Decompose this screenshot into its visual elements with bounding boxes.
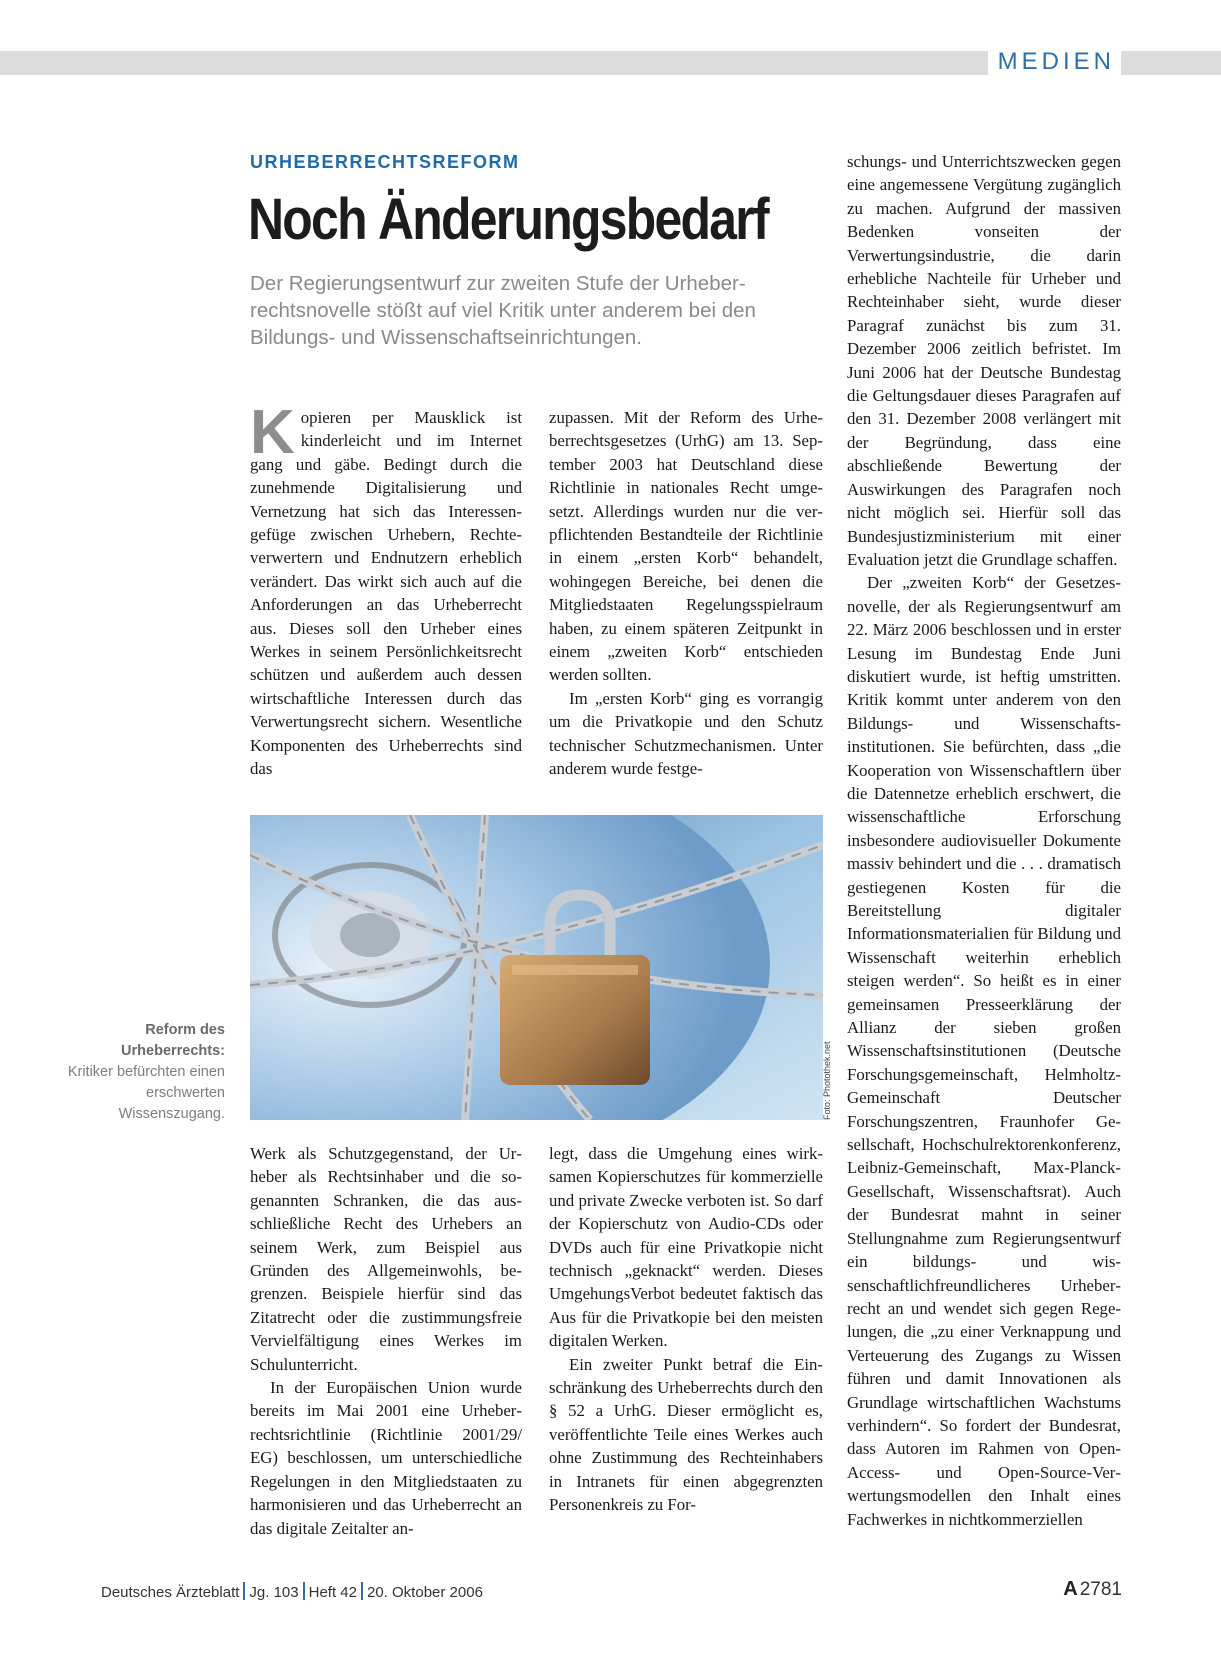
journal-footer	[101, 1582, 483, 1601]
footer-separator	[303, 1582, 305, 1600]
paragraph: legt, dass die Umgehung eines wirksamen Kopierschutzes für kommerzielle und private Zwecke verboten ist. So darf der Kopierschutz von Audio-CDs oder DVDs auch für eine Privatkopie nicht technisch „geknackt“ werden. Dieses UmgehungsVerbot bedeutet faktisch das Aus für die Privatkopie bei den meisten digitalen Werken.	[549, 1144, 823, 1351]
caption-title: Reform des Urheberrechts:	[121, 1022, 225, 1059]
journal-volume: Jg. 103	[249, 1584, 299, 1601]
paragraph: Werk als Schutzgegenstand, der Urheber als Rechtsinhaber und die sogenannten Schranken, die das ausschließliche Recht des Urhebers an seinem Werk, zum Beispiel aus Gründen des Allgemeinwohls, begrenzen. Beispiele hierfür sind das Zitatrecht oder die zustimmungsfreie Vervielfältigung eines Werkes im Schulunterricht.	[250, 1144, 522, 1374]
journal-date: 20. Oktober 2006	[367, 1584, 483, 1601]
column-1-top	[250, 398, 522, 781]
footer-separator	[361, 1582, 363, 1600]
paragraph: In der Europäischen Union wurde bereits im Mai 2001 eine Urheberrechtsrichtlinie (Richtlinie 2001/29/ EG) beschlossen, um unterschiedliche Regelungen in den Mitgliedstaaten zu harmonisieren und das Urheberrecht an das digitale Zeitalter an-	[250, 1378, 522, 1538]
journal-issue: Heft 42	[308, 1584, 357, 1601]
paragraph: zupassen. Mit der Reform des Urheberrechtsgesetzes (UrhG) am 13. September 2003 hat Deutschland diese Richtlinie in nationales Recht umgesetzt. Allerdings wurden nur die verpflichtenden Bestandteile der Richtlinie in einem „ersten Korb“ behandelt, wohingegen Bereiche, bei denen die Mitgliedstaaten Regelungsspielraum haben, zu einem späteren Zeitpunkt in einem „zweiten Korb“ entschieden werden sollten.	[549, 408, 823, 685]
page-number	[1063, 1578, 1122, 1601]
section-label: MEDIEN	[988, 47, 1121, 77]
caption-text: Kritiker befürchten einen erschwerten Wissenszugang.	[67, 1064, 225, 1122]
article-deck: Der Regierungsentwurf zur zweiten Stufe der Urheberrechtsnovelle stößt auf viel Kritik unter anderem bei den Bildungs- und Wissenschaftseinrichtungen.	[250, 272, 756, 349]
photo-credit: Foto: Photothek.net	[822, 1041, 832, 1120]
paragraph: schungs- und Unterrichtszwecken gegen eine angemessene Vergütung zugänglich zu machen. Aufgrund der massiven Bedenken vonseiten der Verwertungsindustrie, die darin erhebliche Nachteile für Urheber und Rechteinhaber sieht, wurde dieser Paragraf zunächst bis zum 31. Dezember 2006 zeitlich befristet. Im Juni 2006 hat der Deutsche Bundestag die Geltungsdauer dieses Paragrafen auf den 31. Dezember 2008 verlängert mit der Begründung, dass eine abschließende Bewertung der Auswirkungen des Paragrafen noch nicht möglich sei. Hierfür soll das Bundesjustizministerium mit einer Evaluation jetzt die Grundlage schaffen.	[847, 152, 1121, 569]
journal-name: Deutsches Ärzteblatt	[101, 1584, 240, 1601]
article-photo	[250, 815, 823, 1120]
photo-caption	[65, 1020, 225, 1125]
paragraph: Ein zweiter Punkt betraf die Einschränkung des Urheberrechts durch den § 52 a UrhG. Dieser ermöglicht es, veröffentlichte Teile eines Werkes auch ohne Zustimmung des Rechteinhabers in Intranets für einen abgegrenzten Personenkreis zu For-	[549, 1354, 823, 1515]
drop-cap: K	[250, 398, 295, 467]
article-kicker: URHEBERRECHTSREFORM	[250, 152, 520, 172]
column-1-bottom	[250, 1142, 522, 1540]
paragraph: opieren per Mausklick ist kinderleicht und im Internet gang und gäbe. Bedingt durch die zunehmende Digitalisierung und Vernetzung hat sich das Interessengefüge zwischen Urhebern, Rechteverwertern und Endnutzern erheblich verändert. Das wirkt sich auch auf die Anforderungen an das Urheberrecht aus. Dieses soll den Urheber eines Werkes in seinem Persönlichkeitsrecht schützen und außerdem auch dessen wirtschaftliche Interessen durch das Verwertungsrecht sichern. Wesentliche Komponenten des Urheberrechts sind das	[250, 408, 522, 779]
column-3	[847, 150, 1121, 1531]
page-number-value: 2781	[1079, 1579, 1122, 1600]
column-2-bottom	[549, 1142, 823, 1517]
paragraph: Der „zweiten Korb“ der Gesetzesnovelle, der als Regierungsentwurf am 22. März 2006 beschlossen und in erster Lesung im Bundestag Ende Juni diskutiert wurde, ist heftig umstritten. Kritik kommt unter anderem von den Bildungs- und Wissenschaftsinstitutionen. Sie befürchten, dass „die Kooperation von Wissenschaftlern über die Datennetze erheblich erschwert, die wissenschaftliche Erforschung insbesondere audiovisueller Dokumente massiv behindert und die . . . dramatisch gestiegenen Kosten für die Bereitstellung digitaler Informationsmaterialien für Bildung und Wissenschaft weiterhin erheblich steigen werden“. So heißt es in einer gemeinsamen Presseerklärung der Allianz der sieben großen Wissenschaftsinstitutionen (Deutsche Forschungsgemeinschaft, Helmholtz-Gemeinschaft Deutscher Forschungszentren, Fraunhofer Gesellschaft, Hochschulrektorenkonferenz, Leibniz-Gemeinschaft, Max-Planck-Gesellschaft, Wissenschaftsrat). Auch der Bundesrat mahnt in seiner Stellungnahme zum Regierungsentwurf ein bildungs- und wissenschaftlichfreundlicheres Urheberrecht an und wendet sich gegen Regelungen, die „zu einer Verknappung und Verteuerung des Zugangs zu Wissen führen und damit Innovationen als Grundlage wirtschaftlichen Wachstums verhindern“. So fordert der Bundesrat, dass Autoren im Rahmen von Open-Access- und Open-Source-Verwertungsmodellen den Inhalt eines Fachwerkes in nichtkommerziellen	[847, 573, 1121, 1529]
column-2-top	[549, 406, 823, 781]
paragraph: Im „ersten Korb“ ging es vorrangig um die Privatkopie und den Schutz technischer Schutzmechanismen. Unter anderem wurde festge-	[549, 688, 823, 779]
footer-separator	[243, 1582, 245, 1600]
page-prefix: A	[1063, 1578, 1078, 1600]
padlock-chain-cd-image	[250, 815, 823, 1120]
article-headline: Noch Änderungsbedarf	[248, 187, 768, 252]
